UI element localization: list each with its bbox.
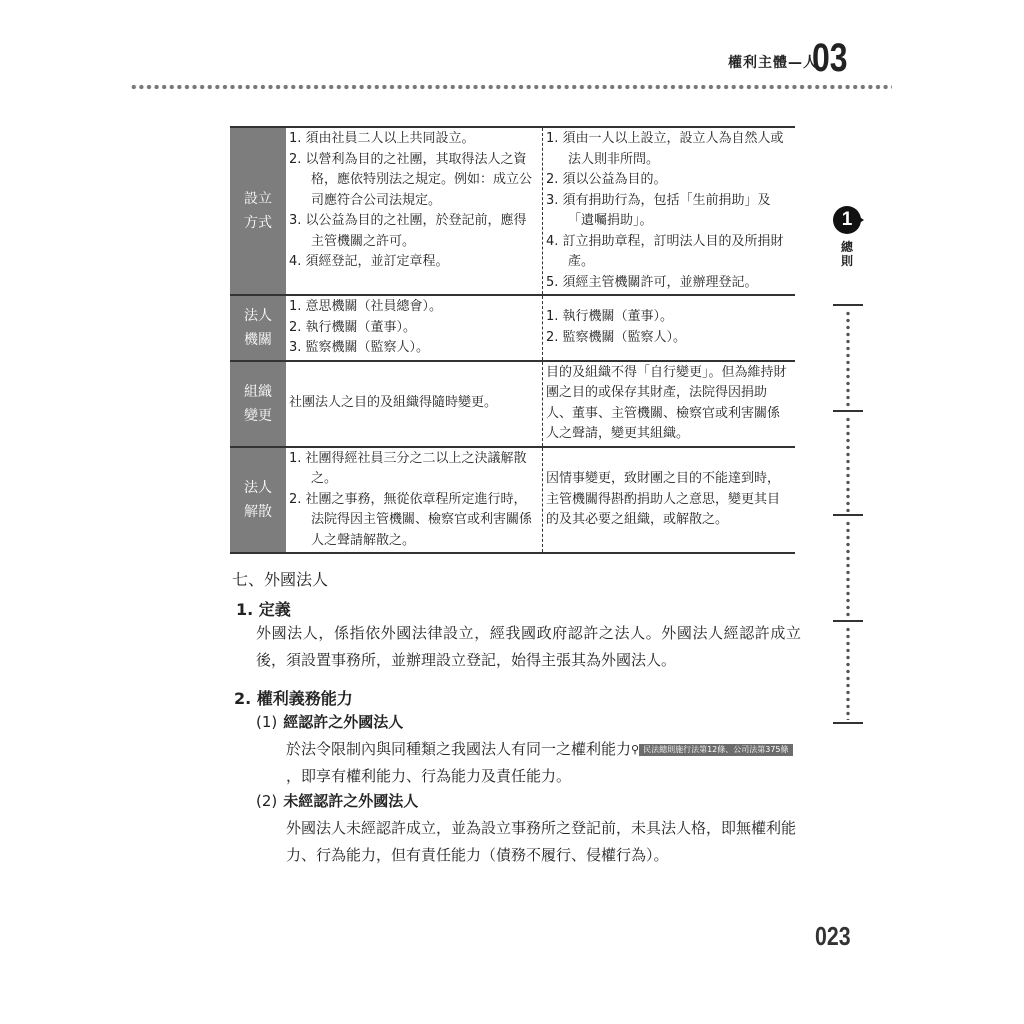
subitem-number: (2) bbox=[256, 792, 278, 810]
foundation-cell: 目的及組織不得「自行變更」。但為維持財團之目的或保存其財產，法院得因捐助人、董事、主管機關、檢察官或利害關係人之聲請，變更其組織。 bbox=[546, 364, 787, 441]
paragraph: 外國法人未經認許成立，並為設立事務所之登記前，未具法人格，即無權利能力、行為能力，但有責任能力（債務不履行、侵權行為）。 bbox=[286, 819, 797, 864]
list-item: 2. 以營利為目的之社團，其取得法人之資格，應依特別法之規定。例如：成立公司應符合公司法規定。 bbox=[289, 151, 533, 208]
list-item: 5. 須經主管機關許可，並辦理登記。 bbox=[546, 274, 758, 290]
list-item: 1. 意思機關（社員總會）。 bbox=[289, 299, 443, 314]
corporation-cell bbox=[286, 127, 543, 295]
row-label bbox=[230, 127, 286, 295]
side-divider bbox=[833, 304, 863, 306]
section-heading: 七、外國法人 bbox=[232, 570, 329, 589]
subsection-number: 1. bbox=[236, 600, 254, 619]
paragraph bbox=[286, 736, 801, 790]
subsection-number: 2. bbox=[234, 689, 252, 708]
subitem-number: (1) bbox=[256, 713, 278, 731]
side-dotted-segment bbox=[846, 416, 850, 512]
subsection-heading bbox=[236, 597, 291, 620]
subitem-title: 未經認許之外國法人 bbox=[283, 792, 419, 810]
side-dotted-segment bbox=[846, 626, 850, 720]
list-item: 1. 須由社員二人以上共同設立。 bbox=[289, 131, 475, 146]
side-dotted-segment bbox=[846, 310, 850, 408]
corporation-cell: 社團法人之目的及組織得隨時變更。 bbox=[286, 361, 543, 447]
paragraph-text: ，即享有權利能力、行為能力及責任能力。 bbox=[286, 767, 572, 785]
table-row bbox=[230, 361, 795, 447]
chapter-badge: 1 bbox=[833, 206, 861, 234]
table-row bbox=[230, 295, 795, 361]
row-label-text: 法人 機關 bbox=[244, 307, 272, 348]
header-title: 權利主體—人 bbox=[728, 55, 818, 71]
list-item: 3. 監察機關（監察人）。 bbox=[289, 340, 430, 355]
table-row bbox=[230, 127, 795, 295]
list-item: 2. 監察機關（監察人）。 bbox=[546, 329, 687, 345]
statute-reference-tag: 民法總則施行法第12條、公司法第375條 bbox=[639, 744, 792, 756]
row-label bbox=[230, 361, 286, 447]
list-item: 3. 須有捐助行為，包括「生前捐助」及「遺囑捐助」。 bbox=[546, 192, 771, 228]
list-item: 4. 訂立捐助章程，訂明法人目的及所捐財產。 bbox=[546, 233, 784, 269]
comparison-table bbox=[230, 126, 795, 554]
page-number: 023 bbox=[815, 921, 851, 951]
list-item: 2. 執行機關（董事）。 bbox=[289, 319, 417, 335]
list-item: 1. 社團得經社員三分之二以上之決議解散之。 bbox=[289, 450, 527, 486]
side-divider bbox=[833, 722, 863, 724]
row-label-text: 設立 方式 bbox=[244, 191, 272, 231]
list-item: 1. 須由一人以上設立，設立人為自然人或法人則非所問。 bbox=[546, 131, 784, 167]
paragraph: 外國法人，係指依外國法律設立，經我國政府認許之法人。外國法人經認許成立後，須設置事務所，並辦理設立登記，始得主張其為外國法人。 bbox=[256, 624, 801, 669]
row-label-text: 組織 變更 bbox=[244, 383, 272, 424]
corporation-cell bbox=[286, 447, 543, 554]
paragraph-text: 於法令限制內與同種類之我國法人有同一之權利能力 bbox=[286, 740, 632, 758]
subsection-title: 權利義務能力 bbox=[256, 689, 353, 708]
subitem-heading bbox=[256, 790, 418, 811]
side-divider bbox=[833, 410, 863, 412]
subsection-heading bbox=[234, 686, 353, 709]
foundation-cell bbox=[543, 127, 796, 295]
side-dotted-segment bbox=[846, 520, 850, 618]
foundation-cell: 因情事變更，致財團之目的不能達到時，主管機關得斟酌捐助人之意思，變更其目的及其必要之組織，或解散之。 bbox=[546, 471, 781, 527]
list-item: 1. 執行機關（董事）。 bbox=[546, 309, 674, 325]
header-chapter-number: 03 bbox=[812, 36, 848, 80]
subitem-heading bbox=[256, 711, 403, 732]
row-label bbox=[230, 295, 286, 361]
table-row bbox=[230, 447, 795, 554]
side-divider bbox=[833, 620, 863, 622]
row-label bbox=[230, 447, 286, 554]
chapter-badge-pointer bbox=[858, 216, 864, 224]
corporation-cell bbox=[286, 295, 543, 361]
list-item: 3. 以公益為目的之社團，於登記前，應得主管機關之許可。 bbox=[289, 213, 527, 249]
list-item: 2. 社團之事務，無從依章程所定進行時，法院得因主管機關、檢察官或利害關係人之聲請解散之。 bbox=[289, 491, 533, 548]
header-dotted-rule bbox=[130, 84, 892, 90]
magnifier-icon: ⚲ bbox=[631, 743, 640, 756]
list-item: 2. 須以公益為目的。 bbox=[546, 172, 667, 187]
side-divider bbox=[833, 514, 863, 516]
subitem-title: 經認許之外國法人 bbox=[283, 713, 404, 731]
foundation-cell bbox=[543, 295, 796, 361]
chapter-label: 總則 bbox=[840, 240, 853, 268]
row-label-text: 法人 解散 bbox=[244, 479, 272, 520]
list-item: 4. 須經登記，並訂定章程。 bbox=[289, 254, 449, 269]
subsection-title: 定義 bbox=[258, 600, 291, 619]
